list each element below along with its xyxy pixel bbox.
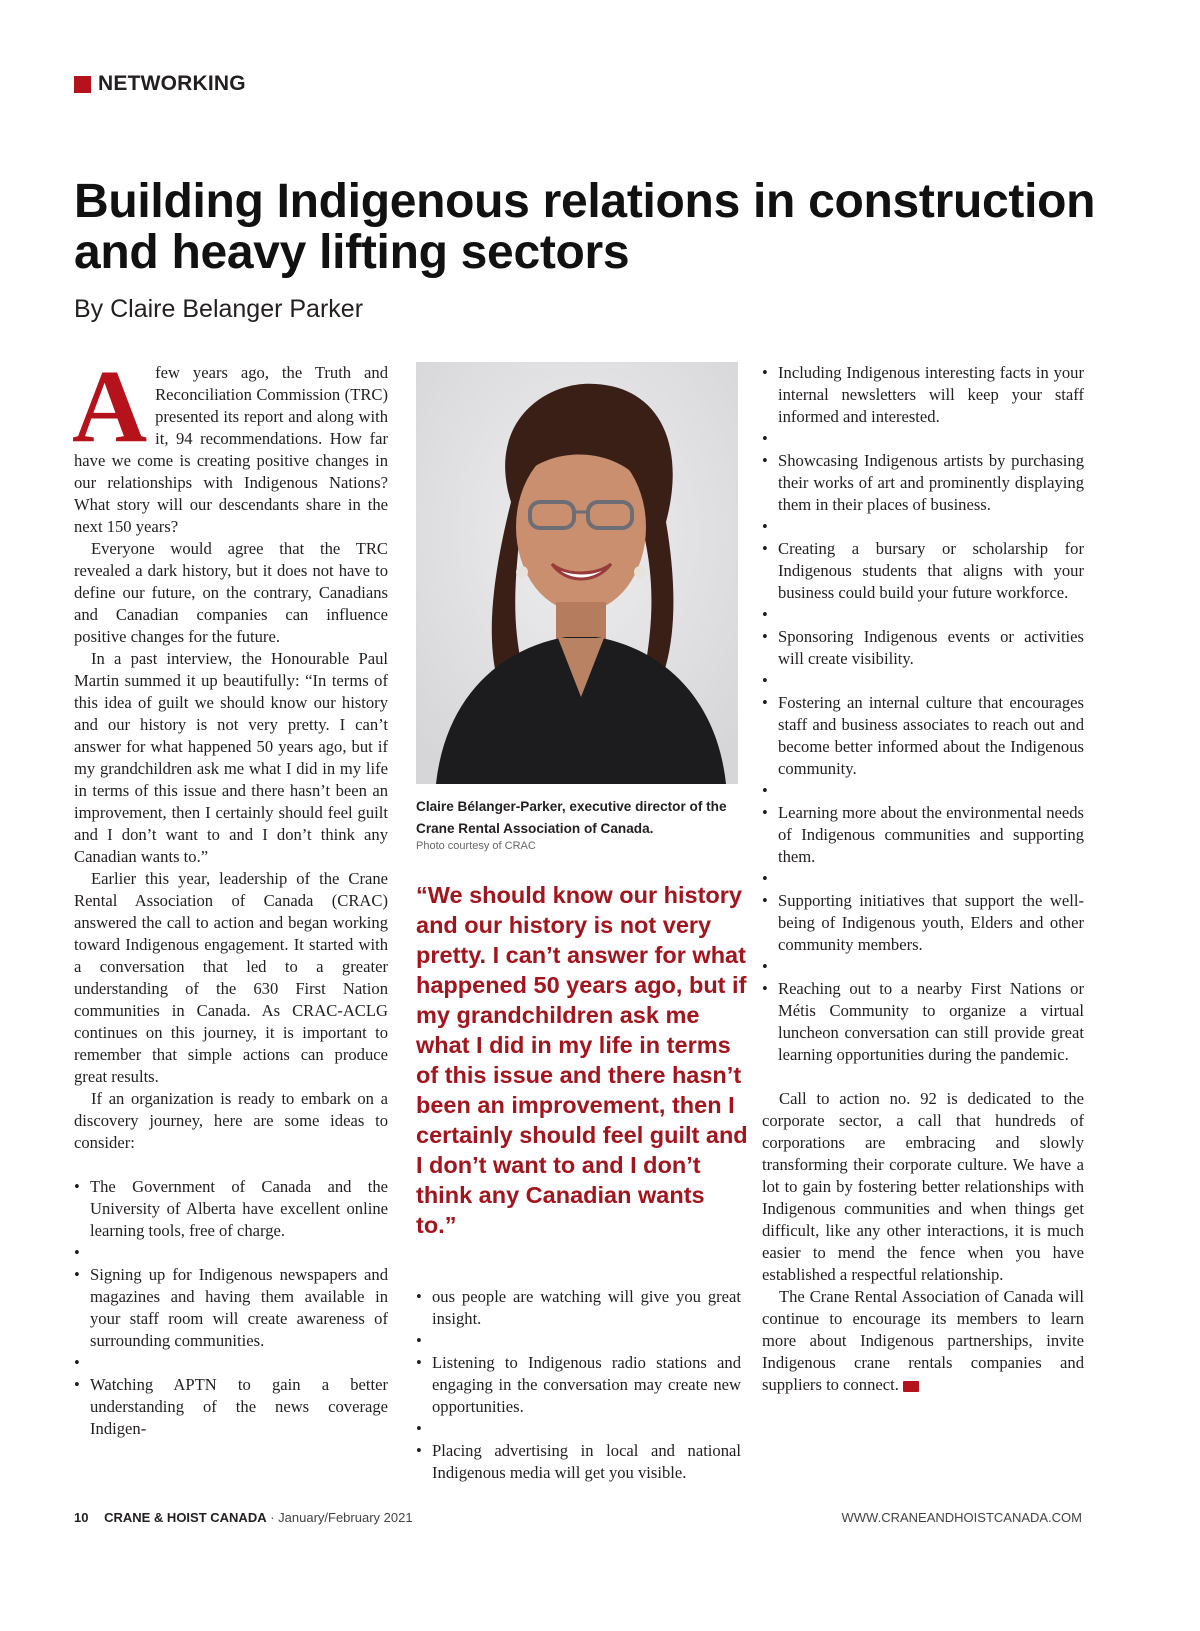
section-tag [74, 72, 246, 96]
paragraph: Earlier this year, leadership of the Crane Rental Association of Canada (CRAC) answered the call to action and began working toward Indigenous engagement. It started with a conversation that led to a greater understanding of the 630 First Nation communities in Canada. As CRAC-ACLG continues on this journey, it is important to remember that simple actions can produce great results. [74, 869, 388, 1086]
drop-cap: A [72, 349, 148, 464]
list-item: • Learning more about the environmental needs of Indigenous communities and supporting them. [762, 802, 1084, 868]
website-url: WWW.CRANEANDHOISTCANADA.COM [841, 1510, 1082, 1525]
article-headline: Building Indigenous relations in construction and heavy lifting sectors [74, 175, 1096, 279]
list-item: • Supporting initiatives that support the well-being of Indigenous youth, Elders and other community members. [762, 890, 1084, 956]
byline: By Claire Belanger Parker [74, 295, 364, 323]
list-item: • Showcasing Indigenous artists by purchasing their works of art and prominently displaying them in their places of business. [762, 450, 1084, 516]
page-number: 10 [74, 1510, 89, 1525]
paragraph: Call to action no. 92 is dedicated to the corporate sector, a call that hundreds of corporations are embracing and slowly transforming their corporate culture. We have a lot to gain by fostering better relationships with Indigenous communities and when things get difficult, like any other interactions, it is much easier to mend the fence when you have established a respectful relationship. [762, 1089, 1084, 1284]
closing-paragraph: The Crane Rental Association of Canada will continue to encourage its members to learn more about Indigenous partnerships, invite Indigenous crane rentals companies and suppliers to connect. [762, 1287, 1084, 1394]
end-mark-icon [903, 1381, 919, 1392]
list-item: • Watching APTN to gain a better understanding of the news coverage Indigen- [74, 1374, 388, 1440]
section-marker [74, 76, 91, 93]
photo-credit: Photo courtesy of CRAC [416, 840, 536, 852]
pull-quote: “We should know our history and our history is not very pretty. I can’t answer for what happened 50 years ago, but if my grandchildren ask me what I did in my life in terms of this issue and there hasn’t been an improvement, then I certainly should feel guilt and I don’t want to and I don’t think any Canadian wants to.” [416, 882, 748, 1238]
intro-paragraph [72, 349, 388, 538]
list-item: • Including Indigenous interesting facts in your internal newsletters will keep your staff informed and interested. [762, 362, 1084, 428]
list-item: • The Government of Canada and the University of Alberta have excellent online learning tools, free of charge. [74, 1176, 388, 1242]
issue-date: · January/February 2021 [266, 1510, 413, 1525]
ideas-list-more [762, 362, 1084, 1066]
column-1 [72, 349, 388, 1440]
ideas-list [74, 1176, 388, 1440]
list-item: • Reaching out to a nearby First Nations or Métis Community to organize a virtual luncheon conversation can still provide great learning opportunities during the pandemic. [762, 978, 1084, 1066]
section-label: NETWORKING [98, 72, 246, 95]
photo-caption: Claire Bélanger-Parker, executive director of the Crane Rental Association of Canada. [416, 799, 727, 836]
list-item: • Placing advertising in local and national Indigenous media will get you visible. [416, 1440, 741, 1484]
paragraph: In a past interview, the Honourable Paul Martin summed it up beautifully: “In terms of this idea of guilt we should know our history and our history is not very pretty. I can’t answer for what happened 50 years ago, but if my grandchildren ask me what I did in my life in terms of this issue and there hasn’t been an improvement, then I certainly should feel guilt and I don’t want to and I don’t think any Canadian wants to.” [74, 649, 388, 866]
author-photo [416, 362, 738, 784]
paragraph: Everyone would agree that the TRC revealed a dark history, but it does not have to define our future, on the contrary, Canadians and Canadian companies can influence positive changes for the future. [74, 539, 388, 646]
magazine-name: CRANE & HOIST CANADA [104, 1510, 267, 1525]
page-footer [74, 1510, 1082, 1525]
list-item: • Creating a bursary or scholarship for Indigenous students that aligns with your business could build your future workforce. [762, 538, 1084, 604]
list-item-continuation: • ous people are watching will give you great insight. [416, 1286, 741, 1330]
column-2 [416, 1286, 741, 1484]
list-item: • Sponsoring Indigenous events or activities will create visibility. [762, 626, 1084, 670]
intro-text: few years ago, the Truth and Reconciliation Commission (TRC) presented its report and along with it, 94 recommendations. How far have we come is creating positive changes in our relationships with Indigenous Nations? What story will our descendants share in the next 150 years? [74, 363, 388, 536]
column-3 [762, 362, 1084, 1396]
list-item: • Listening to Indigenous radio stations and engaging in the conversation may create new opportunities. [416, 1352, 741, 1418]
paragraph: If an organization is ready to embark on a discovery journey, here are some ideas to consider: [74, 1089, 388, 1152]
portrait-illustration [416, 362, 738, 784]
ideas-list-continued [416, 1286, 741, 1484]
list-item: • Signing up for Indigenous newspapers and magazines and having them available in your staff room will create awareness of surrounding communities. [74, 1264, 388, 1352]
list-item: • Fostering an internal culture that encourages staff and business associates to reach out and become better informed about the Indigenous community. [762, 692, 1084, 780]
